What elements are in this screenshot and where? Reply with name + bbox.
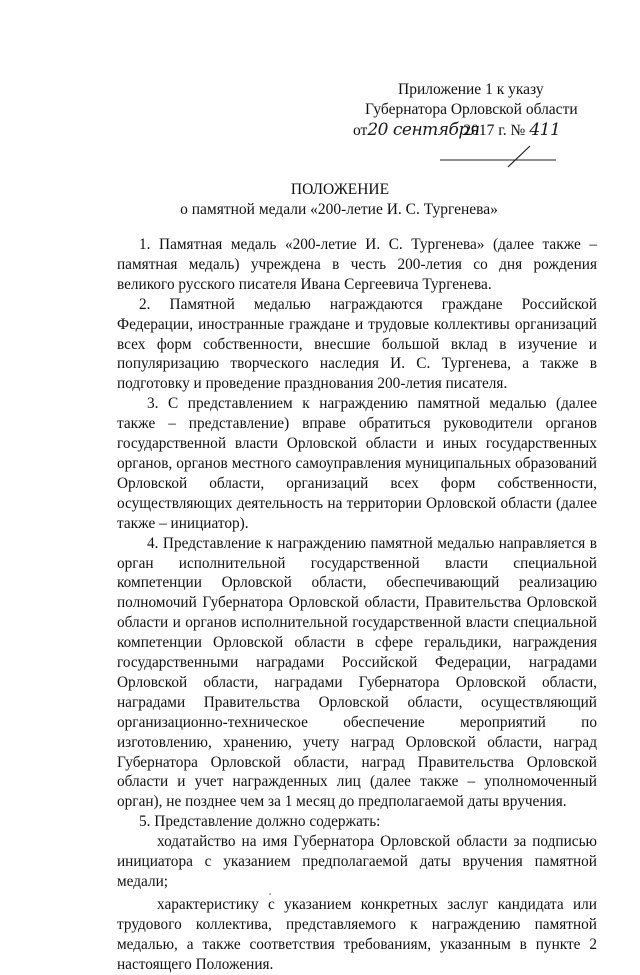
paragraph-7: характеристику с указанием конкретных заслуг кандидата или трудового коллектива, представляемого к награждению памятной медалью, а также соответствия требованиям, указанным в пункте 2 настоящего Положения.	[117, 895, 597, 973]
handwritten-date: 20 сентября	[367, 120, 480, 140]
signature-stroke	[438, 138, 558, 168]
document-body	[117, 235, 597, 975]
scan-speck	[269, 893, 271, 895]
appendix-header	[340, 80, 590, 141]
document-title	[0, 180, 640, 220]
paragraph-2: 2. Памятной медалью награждаются граждане Российской Федерации, иностранные граждане и трудовые коллективы организаций всех форм собственности, внесшие большой вклад в изучение и популяризацию творческого наследия И. С. Тургенева, а также в подготовку и проведение празднования 200-летия писателя.	[117, 295, 597, 393]
paragraph-5: 5. Представление должно содержать:	[139, 813, 381, 831]
paragraph-4: 4. Представление к награждению памятной медалью направляется в орган исполнительной государственной власти специальной компетенции Орловской области, обеспечивающий реализацию полномочий Губернатора Орловской области, Правительства Орловской области и органов исполнительной государственной власти специальной компетенции Орловской области в сфере геральдики, награждения государственными наградами Российской Федерации, наградами Орловской области, наградами Губернатора Орловской области, наградами Правительства Орловской области, осуществляющий организационно-техническое обеспечение мероприятий по изготовлению, хранению, учету наград Орловской области, наград Губернатора Орловской области, наград Правительства Орловской области и учет награжденных лиц (далее также – уполномоченный орган), не позднее чем за 1 месяц до предполагаемой даты вручения.	[117, 534, 597, 811]
date-year-number-label: 2017 г. №	[463, 122, 526, 139]
appendix-line-2: Губернатора Орловской области	[365, 101, 578, 118]
date-prefix: от	[353, 122, 368, 139]
paragraph-3: 3. С представлением к награждению памятной медалью (далее также – представление) вправе обратиться руководители органов государственной власти Орловской области и иных государственных органов, органов местного самоуправления муниципальных образований Орловской области, организаций всех форм собственности, осуществляющих деятельность на территории Орловской области (далее также – инициатор).	[117, 395, 597, 532]
paragraph-1: 1. Памятная медаль «200-летие И. С. Тургенева» (далее также – памятная медаль) учреждена в честь 200-летия со дня рождения великого русского писателя Ивана Сергеевича Тургенева.	[117, 236, 597, 293]
title-line-2: о памятной медали «200-летие И. С. Тургенева»	[180, 201, 498, 218]
appendix-line-1: Приложение 1 к указу	[398, 81, 544, 98]
title-line-1: ПОЛОЖЕНИЕ	[290, 181, 390, 198]
paragraph-6: ходатайство на имя Губернатора Орловской области за подписью инициатора с указанием предполагаемой даты вручения памятной медали;	[117, 833, 597, 890]
appendix-line-3	[340, 120, 590, 141]
handwritten-number: 411	[529, 120, 561, 140]
